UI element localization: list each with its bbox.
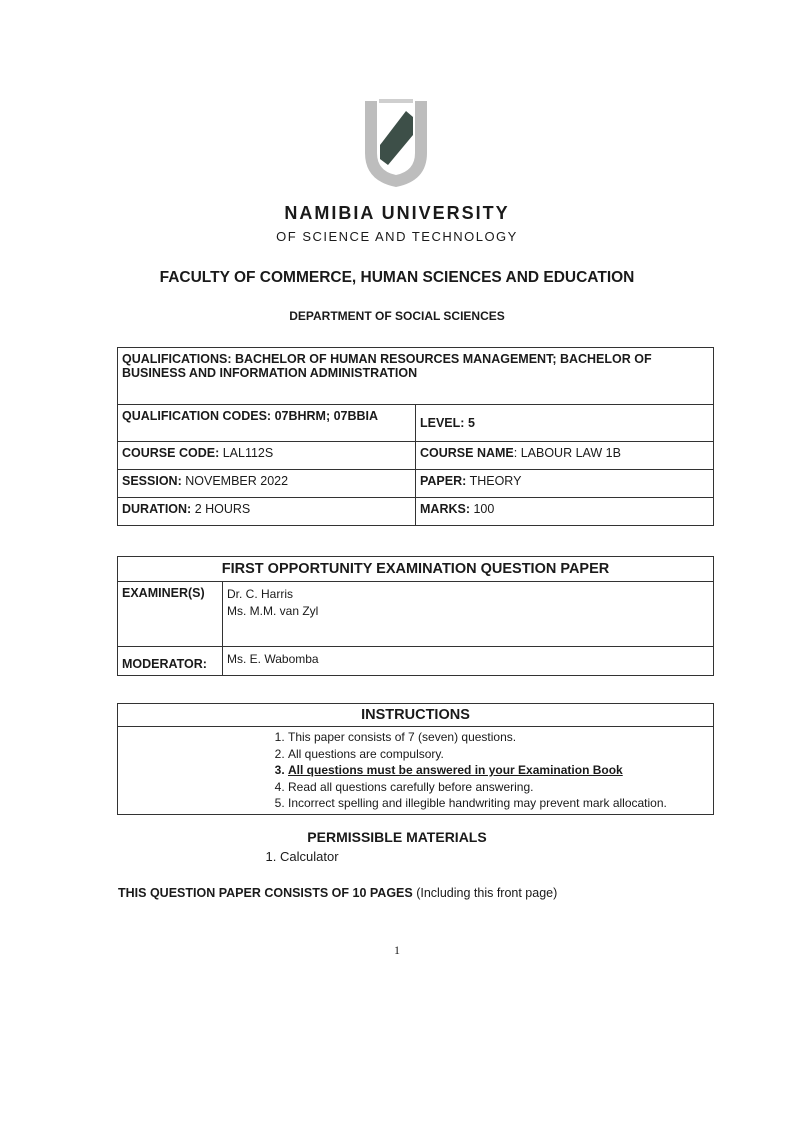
- qualifications-cell: QUALIFICATIONS: BACHELOR OF HUMAN RESOURCES MANAGEMENT; BACHELOR OF BUSINESS AND INFORMATION ADMINISTRATION: [118, 348, 714, 405]
- permissible-materials-title: PERMISSIBLE MATERIALS: [307, 829, 487, 845]
- examiner-name: Ms. M.M. van Zyl: [227, 604, 319, 618]
- course-code-value: LAL112S: [222, 446, 274, 460]
- instruction-item: 1. This paper consists of 7 (seven) questions.: [288, 729, 709, 746]
- university-logo: [357, 95, 435, 191]
- university-subtitle: OF SCIENCE AND TECHNOLOGY: [276, 229, 518, 244]
- instruction-item: 3. All questions must be answered in your Examination Book: [288, 762, 709, 779]
- instructions-cell: [118, 727, 714, 815]
- instructions-title: INSTRUCTIONS: [118, 704, 714, 727]
- level-label: LEVEL:: [420, 416, 465, 430]
- paper-value: THEORY: [469, 474, 522, 488]
- department-title: DEPARTMENT OF SOCIAL SCIENCES: [289, 309, 505, 323]
- moderator-name: Ms. E. Wabomba: [223, 647, 714, 676]
- level-value: 5: [467, 416, 475, 430]
- examination-table: [117, 556, 714, 676]
- page-count-bold: THIS QUESTION PAPER CONSISTS OF 10 PAGES: [118, 886, 413, 900]
- qualification-codes-label: QUALIFICATION CODES:: [122, 409, 272, 423]
- marks-cell: [416, 498, 714, 526]
- duration-value: 2 HOURS: [194, 502, 251, 516]
- marks-value: 100: [473, 502, 495, 516]
- instruction-item: 5. Incorrect spelling and illegible handwriting may prevent mark allocation.: [288, 795, 709, 812]
- paper-label: PAPER:: [420, 474, 467, 488]
- exam-title: FIRST OPPORTUNITY EXAMINATION QUESTION PAPER: [118, 557, 714, 582]
- session-cell: [118, 470, 416, 498]
- page-number: 1: [394, 943, 400, 957]
- examiners-cell: [223, 582, 714, 647]
- course-code-cell: [118, 442, 416, 470]
- instruction-item: 2. All questions are compulsory.: [288, 746, 709, 763]
- moderator-label: MODERATOR:: [118, 647, 223, 676]
- permissible-item: 1. Calculator: [280, 849, 339, 864]
- university-name: NAMIBIA UNIVERSITY: [284, 203, 510, 223]
- session-value: NOVEMBER 2022: [185, 474, 289, 488]
- page-count-note: [118, 886, 557, 900]
- course-name-label: COURSE NAME: [420, 446, 514, 460]
- permissible-materials-list: [255, 849, 339, 864]
- instructions-list: [122, 729, 709, 812]
- page-count-normal: (Including this front page): [416, 886, 558, 900]
- course-name-value: : LABOUR LAW 1B: [513, 446, 621, 460]
- instruction-item: 4. Read all questions carefully before answering.: [288, 779, 709, 796]
- examiner-name: Dr. C. Harris: [227, 587, 293, 601]
- course-details-table: [117, 347, 714, 526]
- course-name-cell: [416, 442, 714, 470]
- examiners-label: EXAMINER(S): [118, 582, 223, 647]
- duration-cell: [118, 498, 416, 526]
- faculty-title: FACULTY OF COMMERCE, HUMAN SCIENCES AND EDUCATION: [159, 269, 635, 286]
- marks-label: MARKS:: [420, 502, 470, 516]
- course-code-label: COURSE CODE:: [122, 446, 220, 460]
- qualification-codes-value: 07BHRM; 07BBIA: [274, 409, 379, 423]
- level-cell: [416, 405, 714, 442]
- paper-cell: [416, 470, 714, 498]
- duration-label: DURATION:: [122, 502, 192, 516]
- instructions-table: [117, 703, 714, 815]
- session-label: SESSION:: [122, 474, 182, 488]
- qualification-codes-cell: [118, 405, 416, 442]
